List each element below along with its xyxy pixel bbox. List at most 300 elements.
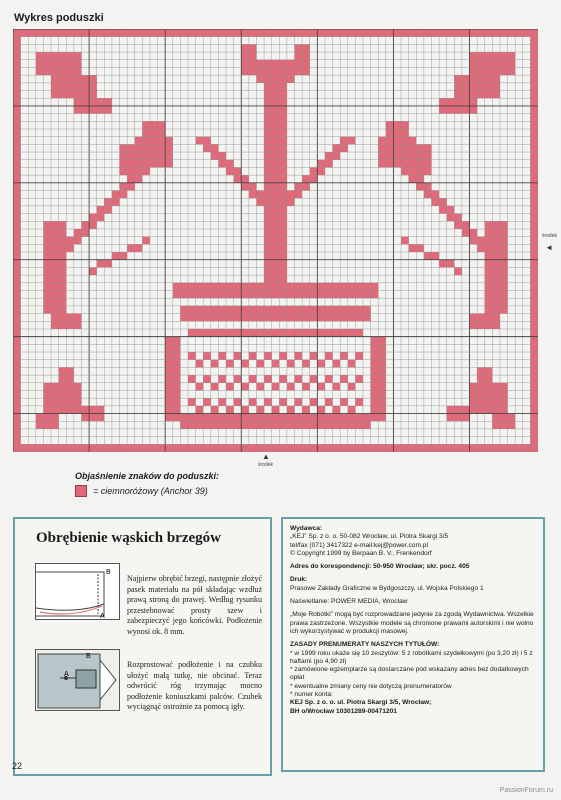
stitch-cell — [485, 314, 493, 322]
stitch-cell — [165, 344, 173, 352]
wydawca-line-3: © Copyright 1999 by Berpaan B. V., Frenkendorf — [290, 549, 432, 557]
stitch-cell — [81, 91, 89, 99]
stitch-cell — [333, 144, 341, 152]
stitch-cell — [51, 444, 59, 452]
stitch-cell — [492, 383, 500, 391]
stitch-cell — [386, 129, 394, 137]
stitch-cell — [393, 144, 401, 152]
stitch-cell — [249, 329, 257, 337]
stitch-cell — [150, 160, 158, 168]
stitch-cell — [21, 444, 29, 452]
stitch-cell — [59, 244, 67, 252]
stitch-cell — [13, 67, 21, 75]
stitch-cell — [59, 444, 67, 452]
stitch-cell — [279, 167, 287, 175]
stitch-cell — [500, 306, 508, 314]
stitch-cell — [203, 444, 211, 452]
stitch-cell — [485, 383, 493, 391]
stitch-cell — [13, 144, 21, 152]
stitch-cell — [13, 244, 21, 252]
stitch-cell — [530, 414, 538, 422]
stitch-cell — [241, 360, 249, 368]
stitch-cell — [59, 390, 67, 398]
stitch-cell — [89, 444, 97, 452]
stitch-cell — [59, 298, 67, 306]
stitch-cell — [477, 375, 485, 383]
stitch-cell — [317, 290, 325, 298]
hem-illustration-1 — [35, 563, 120, 620]
stitch-cell — [279, 290, 287, 298]
stitch-cell — [477, 237, 485, 245]
stitch-cell — [74, 444, 82, 452]
stitch-cell — [477, 91, 485, 99]
stitch-cell — [485, 237, 493, 245]
stitch-cell — [13, 206, 21, 214]
stitch-cell — [256, 283, 264, 291]
stitch-cell — [13, 29, 21, 37]
stitch-cell — [74, 390, 82, 398]
legend — [75, 471, 219, 497]
stitch-cell — [135, 160, 143, 168]
stitch-cell — [97, 98, 105, 106]
stitch-cell — [241, 314, 249, 322]
stitch-cell — [492, 267, 500, 275]
stitch-cell — [378, 444, 386, 452]
stitch-cell — [89, 414, 97, 422]
stitch-cell — [120, 444, 128, 452]
stitch-cell — [66, 406, 74, 414]
stitch-cell — [371, 390, 379, 398]
stitch-cell — [173, 337, 181, 345]
stitch-cell — [165, 444, 173, 452]
stitch-cell — [500, 67, 508, 75]
stitch-cell — [234, 283, 242, 291]
stitch-cell — [317, 421, 325, 429]
stitch-cell — [355, 352, 363, 360]
stitch-cell — [279, 421, 287, 429]
stitch-cell — [264, 114, 272, 122]
stitch-cell — [279, 160, 287, 168]
stitch-cell — [264, 444, 272, 452]
stitch-cell — [272, 160, 280, 168]
stitch-cell — [226, 290, 234, 298]
stitch-cell — [264, 167, 272, 175]
stitch-cell — [241, 414, 249, 422]
stitch-cell — [530, 383, 538, 391]
stitch-cell — [371, 29, 379, 37]
stitch-cell — [530, 221, 538, 229]
stitch-cell — [310, 444, 318, 452]
stitch-cell — [264, 221, 272, 229]
stitch-cell — [59, 252, 67, 260]
stitch-cell — [279, 267, 287, 275]
stitch-cell — [74, 98, 82, 106]
stitch-cell — [416, 244, 424, 252]
zasady-line-2: * zamówione egzemplarze są dostarczane pod wskazany adres bez dodatkowych opłat — [290, 666, 529, 682]
stitch-cell — [13, 360, 21, 368]
stitch-cell — [363, 444, 371, 452]
stitch-cell — [51, 306, 59, 314]
stitch-cell — [287, 67, 295, 75]
stitch-cell — [135, 144, 143, 152]
stitch-cell — [439, 198, 447, 206]
stitch-cell — [295, 314, 303, 322]
stitch-cell — [348, 421, 356, 429]
stitch-cell — [325, 444, 333, 452]
stitch-cell — [272, 383, 280, 391]
stitch-cell — [256, 383, 264, 391]
stitch-cell — [59, 221, 67, 229]
stitch-cell — [279, 83, 287, 91]
stitch-cell — [97, 206, 105, 214]
stitch-cell — [66, 444, 74, 452]
stitch-cell — [81, 444, 89, 452]
stitch-cell — [492, 60, 500, 68]
stitch-cell — [485, 267, 493, 275]
stitch-cell — [378, 152, 386, 160]
stitch-cell — [272, 175, 280, 183]
stitch-cell — [348, 383, 356, 391]
stitch-cell — [279, 129, 287, 137]
stitch-cell — [279, 214, 287, 222]
stitch-cell — [401, 29, 409, 37]
stitch-cell — [188, 283, 196, 291]
stitch-cell — [51, 29, 59, 37]
stitch-cell — [97, 106, 105, 114]
stitch-cell — [203, 144, 211, 152]
stitch-cell — [462, 29, 470, 37]
stitch-cell — [416, 183, 424, 191]
stitch-cell — [36, 444, 44, 452]
stitch-cell — [523, 29, 531, 37]
stitch-cell — [226, 406, 234, 414]
stitch-cell — [287, 421, 295, 429]
stitch-cell — [454, 406, 462, 414]
stitch-cell — [272, 406, 280, 414]
stitch-cell — [218, 444, 226, 452]
stitch-cell — [264, 314, 272, 322]
stitch-cell — [120, 152, 128, 160]
stitch-cell — [530, 429, 538, 437]
stitch-cell — [234, 352, 242, 360]
stitch-cell — [241, 67, 249, 75]
stitch-cell — [13, 390, 21, 398]
stitch-cell — [43, 67, 51, 75]
stitch-cell — [211, 152, 219, 160]
stitch-cell — [485, 398, 493, 406]
stitch-cell — [317, 383, 325, 391]
stitch-cell — [13, 429, 21, 437]
stitch-cell — [530, 67, 538, 75]
stitch-cell — [135, 175, 143, 183]
stitch-cell — [462, 221, 470, 229]
stitch-cell — [264, 398, 272, 406]
stitch-cell — [272, 114, 280, 122]
stitch-cell — [447, 414, 455, 422]
stitch-cell — [173, 390, 181, 398]
stitch-cell — [530, 129, 538, 137]
stitch-cell — [249, 398, 257, 406]
stitch-cell — [492, 398, 500, 406]
stitch-cell — [203, 352, 211, 360]
stitch-cell — [264, 237, 272, 245]
stitch-cell — [302, 414, 310, 422]
stitch-cell — [302, 283, 310, 291]
stitch-cell — [508, 67, 516, 75]
stitch-cell — [333, 406, 341, 414]
stitch-cell — [302, 360, 310, 368]
stitch-cell — [530, 191, 538, 199]
stitch-cell — [279, 414, 287, 422]
stitch-cell — [401, 152, 409, 160]
stitch-cell — [272, 144, 280, 152]
stitch-cell — [81, 29, 89, 37]
stitch-cell — [447, 98, 455, 106]
stitch-cell — [355, 375, 363, 383]
stitch-cell — [386, 152, 394, 160]
stitch-cell — [264, 414, 272, 422]
stitch-cell — [218, 414, 226, 422]
stitch-cell — [477, 321, 485, 329]
stitch-cell — [165, 144, 173, 152]
stitch-cell — [13, 160, 21, 168]
stitch-cell — [13, 290, 21, 298]
stitch-cell — [393, 152, 401, 160]
stitch-cell — [302, 175, 310, 183]
stitch-cell — [241, 175, 249, 183]
stitch-cell — [249, 44, 257, 52]
stitch-cell — [295, 183, 303, 191]
copyright-note: „Moje Robótki” mogą być rozprowadzane jedynie za zgodą Wydawnictwa. Wszelkie prawa zastrzeżone. Wszystkie modele są chronione prawami autorskimi i nie wolno ich wykorzystywać w produkcji masowej. — [290, 611, 534, 635]
stitch-cell — [13, 137, 21, 145]
stitch-cell — [287, 383, 295, 391]
stitch-cell — [378, 344, 386, 352]
stitch-cell — [142, 160, 150, 168]
stitch-cell — [272, 106, 280, 114]
stitch-cell — [485, 283, 493, 291]
stitch-cell — [348, 329, 356, 337]
stitch-cell — [234, 167, 242, 175]
stitch-cell — [348, 283, 356, 291]
stitch-cell — [234, 175, 242, 183]
stitch-cell — [424, 160, 432, 168]
stitch-cell — [530, 360, 538, 368]
stitch-cell — [470, 398, 478, 406]
stitch-cell — [371, 360, 379, 368]
stitch-cell — [485, 52, 493, 60]
stitch-cell — [317, 414, 325, 422]
stitch-cell — [302, 290, 310, 298]
stitch-cell — [317, 29, 325, 37]
stitch-cell — [74, 29, 82, 37]
stitch-cell — [180, 290, 188, 298]
stitch-cell — [43, 221, 51, 229]
article-paragraph-1: Najpierw obrębić brzegi, następnie złożyć pasek materiału na pół składając wzdłuż prawą stroną do prawej. Według rysunku przestebnować prosty szew i zabezpieczyć jego końcówki. Podłożenie wynosi ok. 8 mm. — [127, 574, 262, 636]
stitch-cell — [492, 244, 500, 252]
stitch-cell — [226, 383, 234, 391]
stitch-cell — [226, 314, 234, 322]
stitch-cell — [120, 144, 128, 152]
stitch-cell — [447, 106, 455, 114]
stitch-cell — [386, 444, 394, 452]
stitch-cell — [89, 221, 97, 229]
stitch-cell — [355, 414, 363, 422]
stitch-cell — [470, 444, 478, 452]
stitch-cell — [485, 390, 493, 398]
stitch-cell — [89, 267, 97, 275]
stitch-cell — [492, 275, 500, 283]
stitch-cell — [325, 314, 333, 322]
stitch-cell — [447, 260, 455, 268]
stitch-cell — [112, 29, 120, 37]
stitch-cell — [287, 306, 295, 314]
stitch-cell — [302, 183, 310, 191]
stitch-cell — [188, 306, 196, 314]
stitch-cell — [317, 283, 325, 291]
stitch-cell — [218, 160, 226, 168]
color-swatch — [75, 485, 87, 497]
stitch-cell — [173, 29, 181, 37]
stitch-cell — [378, 29, 386, 37]
stitch-cell — [264, 60, 272, 68]
stitch-cell — [66, 52, 74, 60]
stitch-cell — [196, 290, 204, 298]
stitch-cell — [287, 414, 295, 422]
stitch-cell — [218, 152, 226, 160]
stitch-cell — [470, 75, 478, 83]
stitch-cell — [196, 137, 204, 145]
stitch-cell — [196, 283, 204, 291]
stitch-cell — [13, 321, 21, 329]
stitch-cell — [249, 306, 257, 314]
stitch-cell — [530, 444, 538, 452]
stitch-cell — [218, 290, 226, 298]
stitch-cell — [43, 260, 51, 268]
stitch-cell — [43, 383, 51, 391]
stitch-cell — [393, 129, 401, 137]
stitch-cell — [492, 221, 500, 229]
stitch-cell — [515, 29, 523, 37]
center-mark-bottom-label: środek — [258, 462, 274, 468]
stitch-cell — [264, 206, 272, 214]
stitch-cell — [51, 91, 59, 99]
stitch-cell — [59, 60, 67, 68]
stitch-cell — [272, 191, 280, 199]
stitch-cell — [13, 37, 21, 45]
stitch-cell — [173, 290, 181, 298]
stitch-cell — [158, 29, 166, 37]
stitch-cell — [13, 383, 21, 391]
stitch-cell — [462, 444, 470, 452]
stitch-cell — [416, 175, 424, 183]
stitch-cell — [530, 167, 538, 175]
stitch-cell — [401, 167, 409, 175]
stitch-cell — [104, 206, 112, 214]
stitch-cell — [424, 191, 432, 199]
stitch-cell — [142, 137, 150, 145]
stitch-cell — [66, 314, 74, 322]
stitch-cell — [59, 267, 67, 275]
stitch-cell — [295, 60, 303, 68]
stitch-cell — [234, 329, 242, 337]
stitch-cell — [477, 67, 485, 75]
stitch-cell — [218, 398, 226, 406]
stitch-cell — [13, 444, 21, 452]
stitch-cell — [325, 152, 333, 160]
stitch-cell — [310, 414, 318, 422]
stitch-cell — [492, 421, 500, 429]
stitch-cell — [401, 160, 409, 168]
stitch-cell — [500, 444, 508, 452]
stitch-cell — [393, 160, 401, 168]
stitch-cell — [13, 60, 21, 68]
stitch-cell — [13, 283, 21, 291]
stitch-cell — [447, 406, 455, 414]
stitch-cell — [249, 375, 257, 383]
stitch-cell — [89, 214, 97, 222]
stitch-cell — [234, 314, 242, 322]
stitch-cell — [173, 367, 181, 375]
stitch-cell — [485, 260, 493, 268]
stitch-cell — [424, 29, 432, 37]
stitch-cell — [196, 360, 204, 368]
stitch-cell — [454, 221, 462, 229]
stitch-cell — [530, 390, 538, 398]
stitch-cell — [462, 98, 470, 106]
stitch-cell — [530, 298, 538, 306]
stitch-cell — [454, 414, 462, 422]
stitch-cell — [279, 98, 287, 106]
stitch-cell — [530, 375, 538, 383]
stitch-cell — [325, 375, 333, 383]
stitch-cell — [492, 283, 500, 291]
stitch-cell — [173, 283, 181, 291]
stitch-cell — [51, 229, 59, 237]
stitch-cell — [409, 144, 417, 152]
stitch-cell — [188, 352, 196, 360]
stitch-cell — [485, 60, 493, 68]
stitch-cell — [196, 314, 204, 322]
stitch-cell — [295, 414, 303, 422]
stitch-cell — [378, 383, 386, 391]
stitch-cell — [355, 29, 363, 37]
stitch-cell — [500, 406, 508, 414]
stitch-cell — [211, 444, 219, 452]
stitch-cell — [203, 137, 211, 145]
stitch-cell — [279, 221, 287, 229]
stitch-cell — [295, 67, 303, 75]
stitch-cell — [530, 98, 538, 106]
stitch-cell — [97, 444, 105, 452]
stitch-cell — [317, 406, 325, 414]
stitch-cell — [97, 214, 105, 222]
stitch-cell — [43, 29, 51, 37]
stitch-cell — [272, 275, 280, 283]
stitch-cell — [13, 398, 21, 406]
stitch-cell — [279, 314, 287, 322]
stitch-cell — [530, 406, 538, 414]
stitch-cell — [447, 214, 455, 222]
stitch-cell — [241, 421, 249, 429]
stitch-cell — [363, 314, 371, 322]
stitch-cell — [500, 60, 508, 68]
stitch-cell — [310, 167, 318, 175]
stitch-cell — [386, 29, 394, 37]
stitch-cell — [477, 406, 485, 414]
stitch-cell — [272, 137, 280, 145]
stitch-cell — [492, 260, 500, 268]
stitch-cell — [317, 314, 325, 322]
